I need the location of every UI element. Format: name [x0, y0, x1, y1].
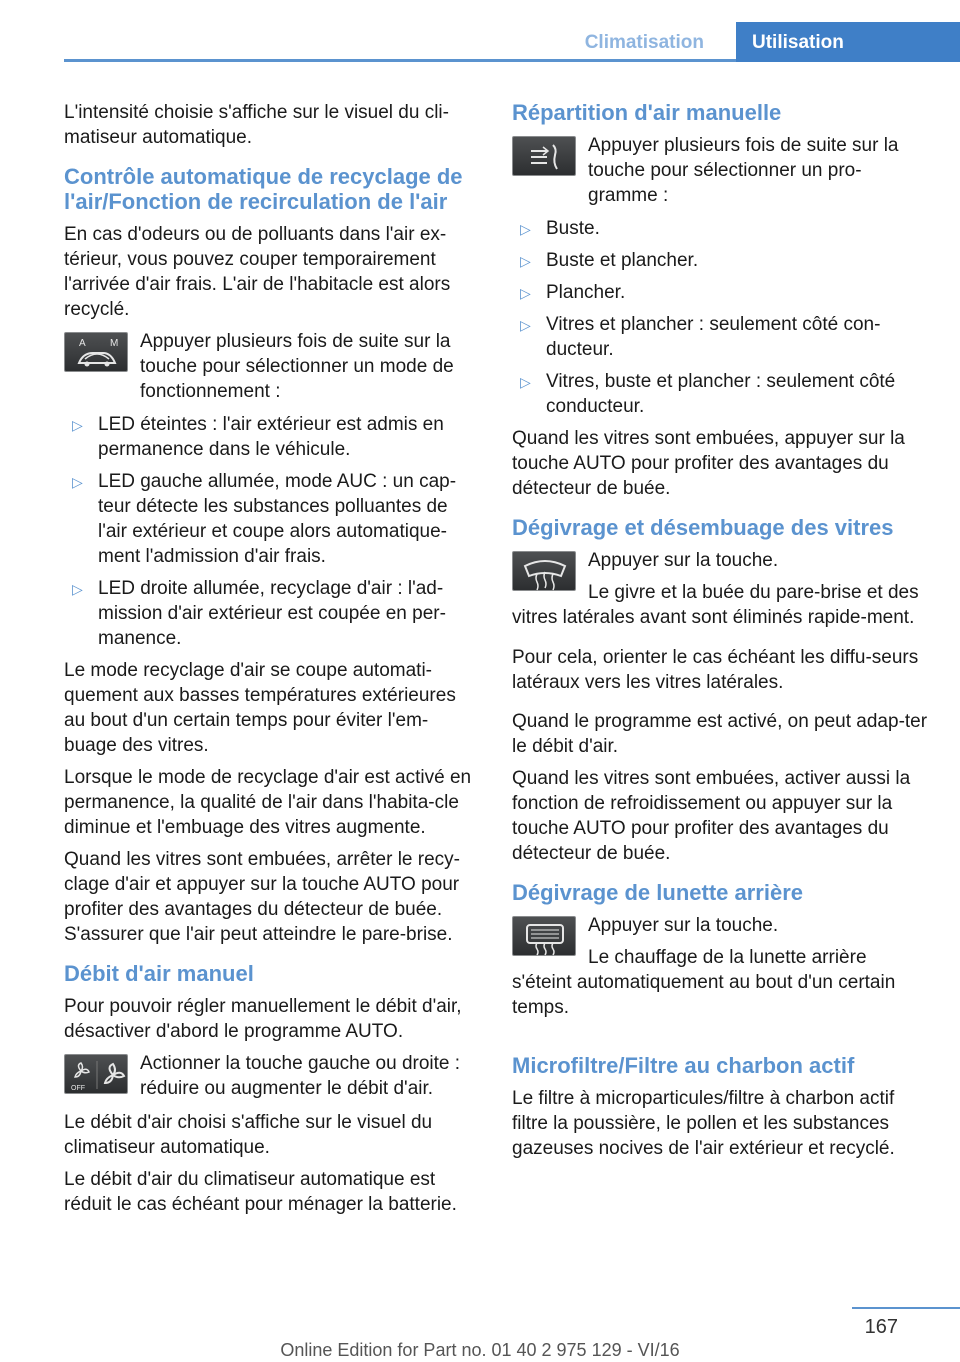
- header-chapter-tab: Utilisation: [736, 22, 960, 62]
- repart-key-instruction: [512, 133, 928, 208]
- bullet-triangle-icon: ▷: [72, 474, 83, 490]
- degivrage-key-instruction: [512, 548, 928, 637]
- recirc-paragraph-2: Le mode recyclage d'air se coupe automati-quement aux basses températures extérieures au bout d'un certain temps pour éviter l'em-buage des vitres.: [64, 660, 456, 756]
- bullet-triangle-icon: ▷: [520, 221, 531, 237]
- bullet-triangle-icon: ▷: [520, 253, 531, 269]
- footer-rule: [852, 1307, 960, 1309]
- air-distribution-button-icon: [512, 136, 576, 176]
- degivrage-paragraph-1: Pour cela, orienter le cas échéant les diffu-seurs latéraux vers les vitres latérales.: [512, 647, 919, 693]
- bullet-triangle-icon: ▷: [72, 417, 83, 433]
- recirc-key-instruction: [64, 329, 480, 404]
- windshield-defrost-button-icon: [512, 551, 576, 591]
- debit-paragraph-3: Le débit d'air du climatiseur automatique est réduit le cas échéant pour ménager la batterie.: [64, 1169, 457, 1215]
- degivrage-paragraph-3: Quand les vitres sont embuées, activer aussi la fonction de refroidissement ou appuyer sur la touche AUTO pour profiter des avantages du détecteur de buée.: [512, 768, 911, 864]
- degivrage-key-text-1: Appuyer sur la touche.: [588, 550, 779, 571]
- bullet-triangle-icon: ▷: [520, 317, 531, 333]
- recirc-key-a-label: A: [79, 338, 86, 349]
- recirc-key-m-label: M: [110, 338, 119, 349]
- header-section-title: Climatisation: [584, 32, 704, 53]
- list-item: ▷ LED gauche allumée, mode AUC : un cap-teur détecte les substances polluantes de l'air extérieur et coupe alors automatique-ment l'admission d'air frais.: [72, 471, 457, 567]
- heading-debit-air: Débit d'air manuel: [64, 961, 254, 986]
- list-item: ▷ LED droite allumée, recyclage d'air : l'ad-mission d'air extérieur est coupée en per-manence.: [72, 578, 446, 649]
- intro-paragraph: L'intensité choisie s'affiche sur le visuel du cli-matiseur automatique.: [64, 102, 449, 148]
- fan-key-off-label: OFF: [71, 1085, 85, 1092]
- right-column: [512, 100, 928, 1168]
- repart-program-list: [512, 216, 928, 419]
- debit-paragraph-2: Le débit d'air choisi s'affiche sur le visuel du climatiseur automatique.: [64, 1112, 433, 1158]
- list-item: ▷ Plancher.: [512, 280, 928, 305]
- bullet-triangle-icon: ▷: [520, 374, 531, 390]
- recirc-paragraph-1: En cas d'odeurs ou de polluants dans l'air ex-térieur, vous pouvez couper temporairement l'arrivée d'air frais. L'air de l'habitacle est alors recyclé.: [64, 224, 451, 320]
- bullet-triangle-icon: ▷: [520, 285, 531, 301]
- list-item: ▷ Buste.: [512, 216, 928, 241]
- left-column: [64, 100, 480, 1224]
- lunette-key-instruction: [512, 913, 928, 1027]
- repart-paragraph: Quand les vitres sont embuées, appuyer sur la touche AUTO pour profiter des avantages du détecteur de buée.: [512, 428, 905, 499]
- heading-degivrage: Dégivrage et désembuage des vitres: [512, 515, 894, 540]
- page-number: 167: [864, 1316, 898, 1338]
- recirc-mode-list: [64, 412, 480, 651]
- bullet-triangle-icon: ▷: [72, 581, 83, 597]
- fan-speed-button-icon: [64, 1054, 128, 1094]
- lunette-key-text-1: Appuyer sur la touche.: [588, 915, 779, 936]
- recirc-paragraph-3: Lorsque le mode de recyclage d'air est activé en permanence, la qualité de l'air dans l'habita-cle diminue et l'embuage des vitres augmente.: [64, 767, 472, 838]
- heading-repartition: Répartition d'air manuelle: [512, 100, 782, 125]
- list-item: ▷ LED éteintes : l'air extérieur est admis en permanence dans le véhicule.: [72, 414, 444, 460]
- heading-microfiltre: Microfiltre/Filtre au charbon actif: [512, 1053, 855, 1078]
- degivrage-key-text-2: Le givre et la buée du pare-brise et des vitres latérales avant sont éliminés rapide-ment.: [512, 582, 919, 628]
- heading-lunette-arriere: Dégivrage de lunette arrière: [512, 880, 804, 905]
- list-item: ▷ Vitres, buste et plancher : seulement côté conducteur.: [520, 371, 896, 417]
- debit-key-text: Actionner la touche gauche ou droite : réduire ou augmenter le débit d'air.: [140, 1053, 461, 1099]
- edition-footer: Online Edition for Part no. 01 40 2 975 129 - VI/16: [280, 1340, 680, 1360]
- list-item: ▷ Vitres et plancher : seulement côté con-ducteur.: [520, 314, 881, 360]
- lunette-key-text-2: Le chauffage de la lunette arrière s'éteint automatiquement au bout d'un certain temps.: [512, 947, 896, 1018]
- degivrage-paragraph-2: Quand le programme est activé, on peut adap-ter le débit d'air.: [512, 711, 928, 757]
- page-header: [64, 22, 960, 62]
- debit-paragraph-1: Pour pouvoir régler manuellement le débit d'air, désactiver d'abord le programme AUTO.: [64, 996, 462, 1042]
- debit-key-instruction: [64, 1051, 480, 1102]
- list-item: ▷ Buste et plancher.: [512, 248, 928, 273]
- filtre-paragraph: Le filtre à microparticules/filtre à charbon actif filtre la poussière, le pollen et les substances gazeuses nocives de l'air extérieur et recyclé.: [512, 1088, 895, 1159]
- recirc-key-text: Appuyer plusieurs fois de suite sur la touche pour sélectionner un mode de fonctionnement :: [140, 331, 454, 402]
- heading-recirculation: Contrôle automatique de recyclage de l'air/Fonction de recirculation de l'air: [64, 164, 463, 214]
- rear-window-defrost-button-icon: [512, 916, 576, 956]
- recirculation-button-icon: [64, 332, 128, 372]
- repart-key-text: Appuyer plusieurs fois de suite sur la touche pour sélectionner un pro-gramme :: [588, 135, 899, 206]
- recirc-paragraph-4: Quand les vitres sont embuées, arrêter le recy-clage d'air et appuyer sur la touche AUTO pour profiter des avantages du détecteur de buée. S'assurer que l'air peut atteindre le pare-brise.: [64, 849, 461, 945]
